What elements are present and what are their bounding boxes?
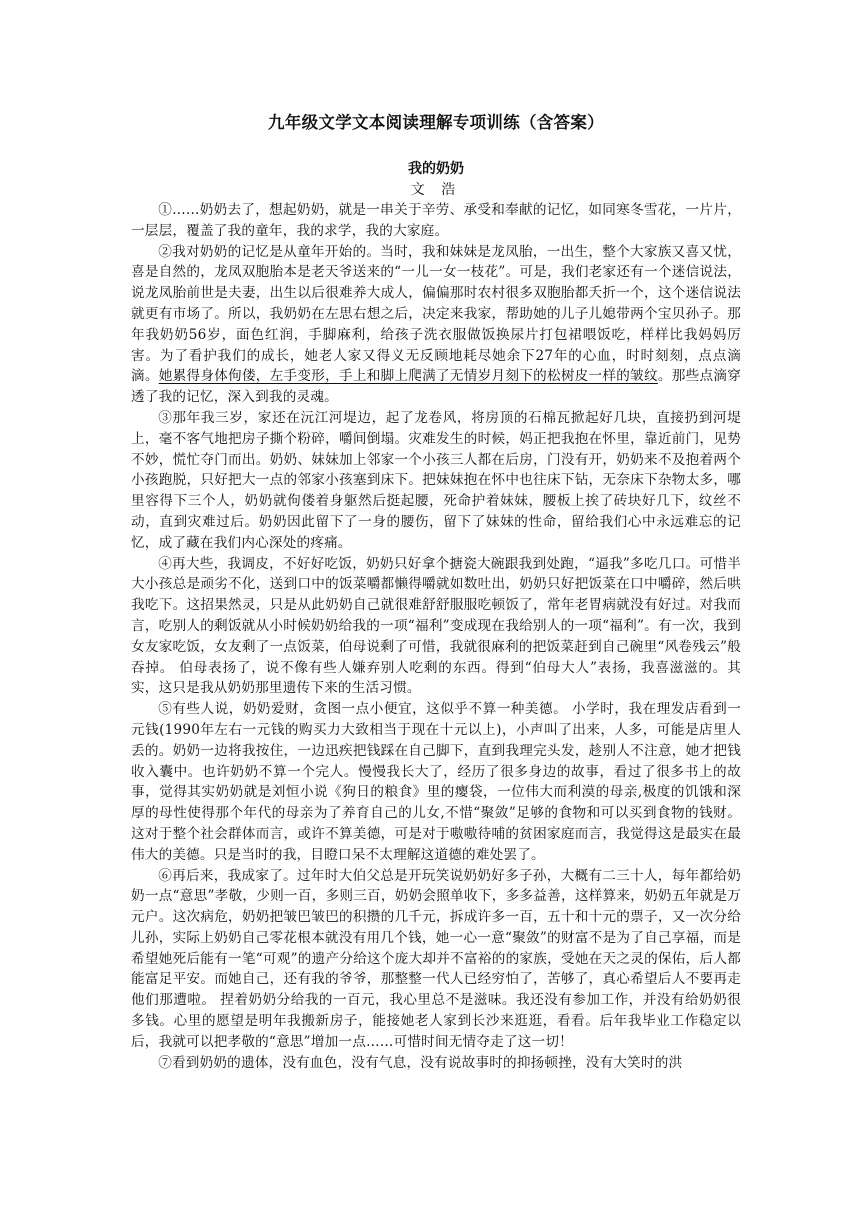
- document-title: 九年级文学文本阅读理解专项训练（含答案）: [268, 113, 604, 132]
- paragraph-6: ⑥再后来，我成家了。过年时大伯父总是开玩笑说奶奶好多子孙，大概有二三十人，每年都给奶奶一点“意思”孝敬，少则一百，多则三百，奶奶会照单收下，多多益善，这样算来，奶奶五年就是万元户。这次病危，奶奶把皱巴皱巴的积攒的几千元，拆成许多一百，五十和十元的票子，又一次分给儿孙，实际上奶奶自己零花根本就没有用几个钱，她一心一意“聚敛”的财富不是为了自己享福，而是希望她死后能有一笔“可观”的遗产分给这个庞大却并不富裕的的家族，受她在天之灵的保佑，后人都能富足平安。而她自己，还有我的爷爷，那整整一代人已经穷怕了，苦够了，真心希望后人不要再走他们那遭啦。 捏着奶奶分给我的一百元，我心里总不是滋味。我还没有参加工作，并没有给奶奶很多钱。心里的愿望是明年我搬新房子，能接她老人家到长沙来逛逛，看看。后年我毕业工作稳定以后，我就可以把孝敬的“意思”增加一点……可惜时间无情夺走了这一切！: [131, 867, 741, 1050]
- paragraph-1: ①……奶奶去了，想起奶奶，就是一串关于辛劳、承受和奉献的记忆，如同寒冬雪花，一片片，一层层，覆盖了我的童年，我的求学，我的大家庭。: [131, 202, 741, 239]
- paragraph-2-text-before: ②我对奶奶的记忆是从童年开始的。当时，我和妹妹是龙凤胎，一出生，整个大家族又喜又忧，喜是自然的，龙凤双胞胎本是老天爷送来的“一儿一女一枝花”。可是，我们老家还有一个迷信说法，说龙凤胎前世是夫妻，出生以后很难养大成人，偏偏那时农村很多双胞胎都夭折一个，这个迷信说法就更有市场了。所以，我奶奶在左思右想之后，决定来我家，帮助她的儿子儿媳带两个宝贝孙子。那年我奶奶56岁，面色红润，手脚麻利，给孩子洗衣服做饭换尿片打包裙喂饭吃，样样比我妈妈厉害。为了看护我们的成长，她老人家又得义无反顾地耗尽她余下27年的心血，时时刻刻，点点滴滴。: [131, 243, 741, 385]
- underlined-sentence: 她累得身体佝偻，左手变形，手上和脚上爬满了无情岁月刻下的松树皮一样的皱纹: [158, 368, 658, 385]
- paragraph-2-text-after: 。那些点滴穿透了我的记忆，深入到我的灵魂。: [131, 368, 741, 406]
- essay-author: 文 浩: [410, 182, 462, 198]
- paragraph-7: ⑦看到奶奶的遗体，没有血色，没有气息，没有说故事时的抑扬顿挫，没有大笑时的洪: [158, 1054, 683, 1071]
- document-page: [131, 110, 741, 1073]
- paragraph-4: ④再大些，我调皮，不好好吃饭，奶奶只好拿个搪瓷大碗跟我到处跑，“逼我”多吃几口。可惜半大小孩总是顽劣不化，送到口中的饭菜嚼都懒得嚼就如数吐出，奶奶只好把饭菜在口中嚼碎，然后哄我吃下。这招果然灵，只是从此奶奶自己就很难舒舒服服吃顿饭了，常年老胃病就没有好过。对我而言，吃别人的剩饭就从小时候奶奶给我的一项“福利”变成现在我给别人的一项“福利”。有一次，我到女友家吃饭，女友剩了一点饭菜，伯母说剩了可惜，我就很麻利的把饭菜赶到自己碗里“风卷残云”般吞掉。 伯母表扬了，说不像有些人嫌弃别人吃剩的东西。得到“伯母大人”表扬，我喜滋滋的。其实，这只是我从奶奶那里遗传下来的生活习惯。: [131, 555, 741, 697]
- paragraph-3: ③那年我三岁，家还在沅江河堤边，起了龙卷风，将房顶的石棉瓦掀起好几块，直接扔到河堤上，毫不客气地把房子撕个粉碎，嚼间倒塌。灾难发生的时候，妈正把我抱在怀里，靠近前门，见势不妙，慌忙夺门而出。奶奶、妹妹加上邻家一个小孩三人都在后房，门没有开，奶奶来不及抱着两个小孩跑脱，只好把大一点的邻家小孩塞到床下。把妹妹抱在怀中也往床下钻，无奈床下杂物太多，哪里容得下三个人，奶奶就佝偻着身躯然后挺起腰，死命护着妹妹，腰板上挨了砖块好几下，纹丝不动，直到灾难过后。奶奶因此留下了一身的腰伤，留下了妹妹的性命，留给我们心中永远难忘的记忆，成了藏在我们内心深处的疼痛。: [131, 409, 741, 551]
- paragraph-5: ⑤有些人说，奶奶爱财，贪图一点小便宜，这似乎不算一种美德。 小学时，我在理发店看到一元钱(1990年左右一元钱的购买力大致相当于现在十元以上)，小声叫了出来，人多，可能是店里人丢的。奶奶一边将我按住，一边迅疾把钱踩在自己脚下，直到我理完头发，趁别人不注意，她才把钱收入囊中。也许奶奶不算一个完人。慢慢我长大了，经历了很多身边的故事，看过了很多书上的故事，觉得其实奶奶就是刘恒小说《狗日的粮食》里的瘿袋，一位伟大而利漠的母亲,极度的饥饿和深厚的母性使得那个年代的母亲为了养育自己的儿女,不惜“聚敛”足够的食物和可以买到食物的钱财。这对于整个社会群体而言，或许不算美德，可是对于嗷嗷待哺的贫困家庭而言，我觉得这是最实在最伟大的美德。只是当时的我，目瞪口呆不太理解这道德的难处罢了。: [131, 701, 741, 863]
- paragraph-2: [131, 242, 741, 408]
- essay-title: 我的奶奶: [408, 161, 464, 177]
